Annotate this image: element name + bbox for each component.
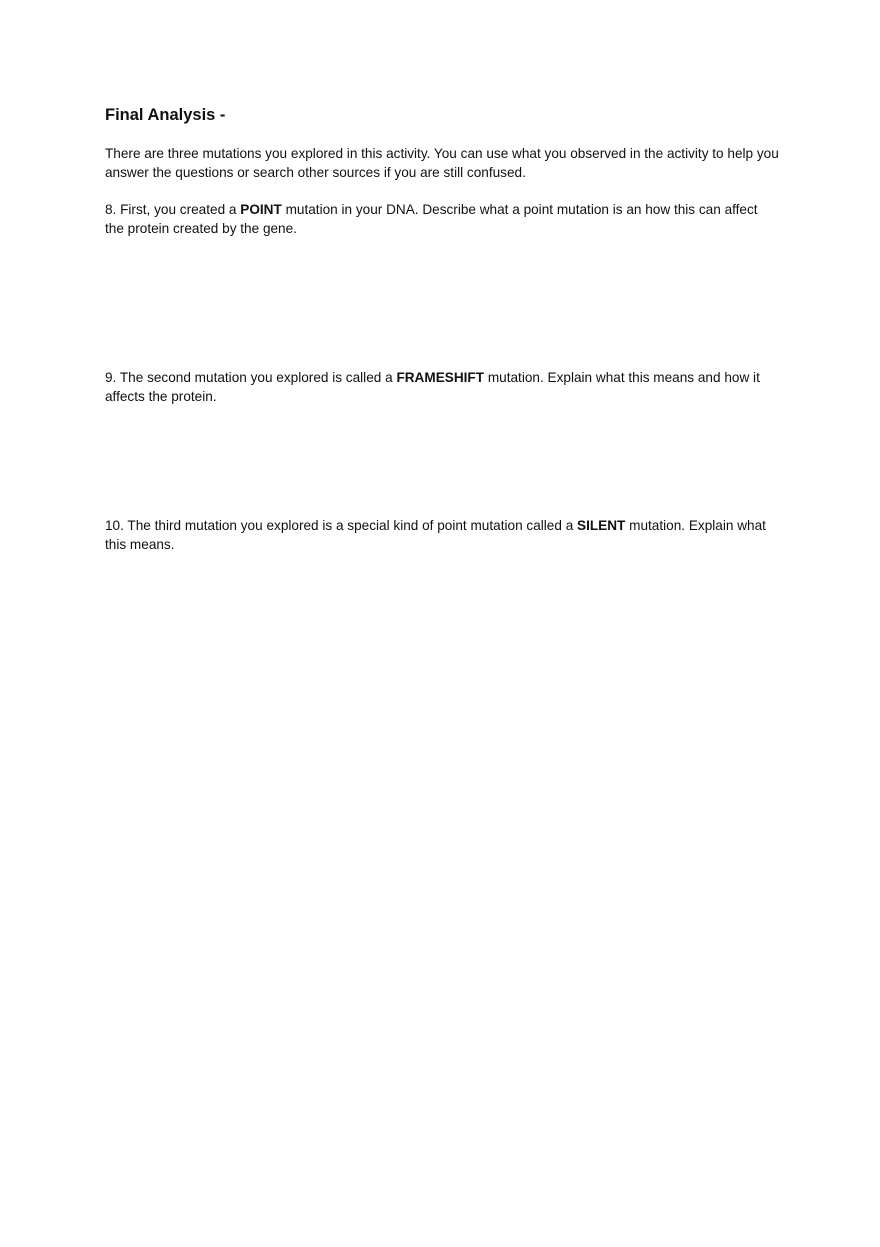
intro-paragraph: There are three mutations you explored in this activity. You can use what you observed in the activity to help you answer the questions or search other sources if you are still confused. [105, 146, 779, 180]
question-9-text-after: mutation. Explain what this means and how it affects the protein. [105, 370, 760, 404]
question-8-text-before: 8. First, you created a [105, 202, 241, 217]
question-9-text-before: 9. The second mutation you explored is called a [105, 370, 397, 385]
section-heading: Final Analysis - [105, 106, 226, 124]
question-10-text-after: mutation. Explain what this means. [105, 518, 766, 552]
question-10 [105, 516, 780, 554]
question-8-keyword: POINT [240, 202, 282, 217]
question-8 [105, 200, 780, 238]
question-10-text-before: 10. The third mutation you explored is a special kind of point mutation called a [105, 518, 578, 533]
question-9 [105, 368, 780, 406]
question-8-text-after: mutation in your DNA. Describe what a point mutation is an how this can affect the protein created by the gene. [105, 202, 758, 236]
question-10-keyword: SILENT [577, 518, 626, 533]
question-9-keyword: FRAMESHIFT [396, 370, 485, 385]
